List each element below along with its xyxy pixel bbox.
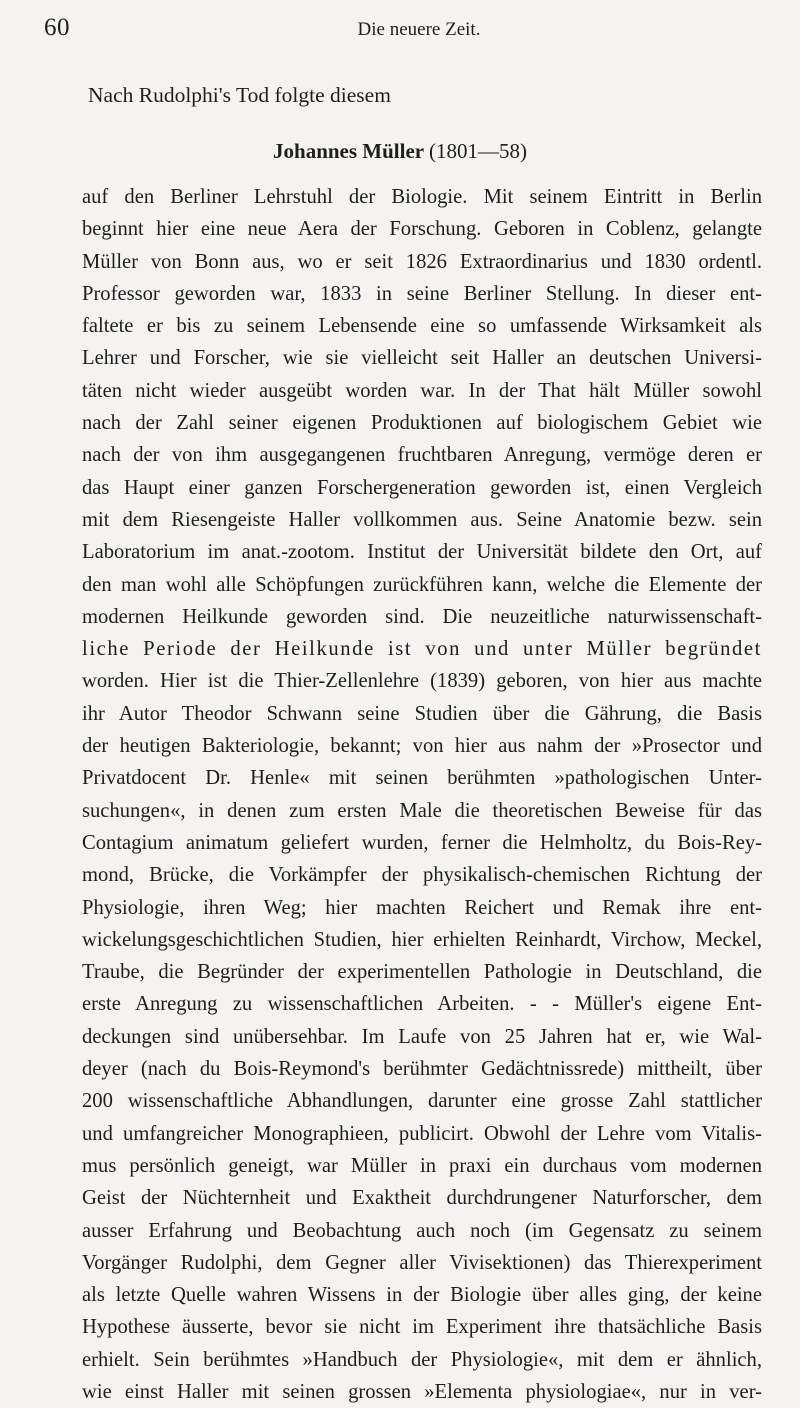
body-text: [82, 181, 762, 1408]
text-line: mit dem Riesengeiste Haller vollkommen aus. Seine Anatomie bezw. sein: [82, 508, 762, 531]
intro-line: Nach Rudolphi's Tod folgte diesem: [88, 83, 391, 107]
text-line: Laboratorium im anat.-zootom. Institut der Universität bildete den Ort, auf: [82, 541, 762, 564]
text-line: als letzte Quelle wahren Wissens in der Biologie über alles ging, der keine: [82, 1284, 762, 1307]
text-line: faltete er bis zu seinem Lebensende eine so umfassende Wirksamkeit als: [82, 315, 762, 338]
text-line: Professor geworden war, 1833 in seine Berliner Stellung. In dieser ent-: [82, 282, 762, 305]
heading-name: Johannes Müller: [273, 139, 424, 163]
text-line: wie einst Haller mit seinen grossen »Elementa physiologiae«, nur in ver-: [82, 1380, 762, 1403]
text-line: mond, Brücke, die Vorkämpfer der physikalisch-chemischen Richtung der: [82, 864, 762, 887]
running-head: Die neuere Zeit.: [357, 19, 481, 40]
text-line: beginnt hier eine neue Aera der Forschung. Geboren in Coblenz, gelangte: [82, 218, 762, 241]
heading-dates: (1801—58): [428, 139, 527, 163]
text-line: nach der von ihm ausgegangenen fruchtbaren Anregung, vermöge deren er: [82, 444, 762, 467]
text-line: täten nicht wieder ausgeübt worden war. In der That hält Müller sowohl: [82, 379, 762, 402]
text-line: ausser Erfahrung und Beobachtung auch noch (im Gegensatz zu seinem: [82, 1219, 762, 1242]
text-line: mus persönlich geneigt, war Müller in praxi ein durchaus vom modernen: [82, 1154, 762, 1177]
text-line: der heutigen Bakteriologie, bekannt; von hier aus nahm der »Prosector und: [82, 735, 762, 758]
text-line: Lehrer und Forscher, wie sie vielleicht seit Haller an deutschen Universi-: [82, 347, 762, 370]
text-line: nach der Zahl seiner eigenen Produktionen auf biologischem Gebiet wie: [82, 412, 762, 435]
text-line: modernen Heilkunde geworden sind. Die neuzeitliche naturwissenschaft-: [82, 605, 762, 628]
text-line: deckungen sind unübersehbar. Im Laufe von 25 Jahren hat er, wie Wal-: [82, 1025, 762, 1048]
text-line: erhielt. Sein berühmtes »Handbuch der Physiologie«, mit dem er ähnlich,: [82, 1348, 762, 1371]
text-line: Vorgänger Rudolphi, dem Gegner aller Vivisektionen) das Thierexperiment: [82, 1251, 762, 1274]
text-line: erste Anregung zu wissenschaftlichen Arbeiten. - - Müller's eigene Ent-: [82, 993, 762, 1016]
text-line: wickelungsgeschichtlichen Studien, hier erhielten Reinhardt, Virchow, Meckel,: [82, 928, 762, 951]
text-line: Privatdocent Dr. Henle« mit seinen berühmten »pathologischen Unter-: [82, 767, 762, 790]
text-line: Traube, die Begründer der experimentellen Pathologie in Deutschland, die: [82, 961, 762, 984]
text-line: auf den Berliner Lehrstuhl der Biologie. Mit seinem Eintritt in Berlin: [82, 186, 762, 208]
text-line: suchungen«, in denen zum ersten Male die theoretischen Beweise für das: [82, 799, 762, 822]
text-line: Physiologie, ihren Weg; hier machten Reichert und Remak ihre ent-: [82, 896, 762, 919]
text-line: den man wohl alle Schöpfungen zurückführen kann, welche die Elemente der: [82, 573, 762, 596]
text-line: das Haupt einer ganzen Forschergeneration geworden ist, einen Vergleich: [82, 476, 762, 499]
section-heading: [0, 139, 800, 164]
text-line: Geist der Nüchternheit und Exaktheit durchdrungener Naturforscher, dem: [82, 1187, 762, 1210]
text-line: Contagium animatum geliefert wurden, ferner die Helmholtz, du Bois-Rey-: [82, 831, 762, 854]
text-line: ihr Autor Theodor Schwann seine Studien über die Gährung, die Basis: [82, 702, 762, 725]
page-number: 60: [44, 14, 70, 41]
page-header: [44, 14, 764, 48]
text-line: Hypothese äusserte, bevor sie nicht im Experiment ihre thatsächliche Basis: [82, 1316, 762, 1339]
text-line: worden. Hier ist die Thier-Zellenlehre (1839) geboren, von hier aus machte: [82, 670, 762, 693]
text-line: und umfangreicher Monographieen, publicirt. Obwohl der Lehre vom Vitalis-: [82, 1122, 762, 1145]
text-line: Müller von Bonn aus, wo er seit 1826 Extraordinarius und 1830 ordentl.: [82, 250, 762, 273]
text-line: liche Periode der Heilkunde ist von und unter Müller begründet: [82, 638, 762, 661]
text-line: deyer (nach du Bois-Reymond's berühmter Gedächtnissrede) mittheilt, über: [82, 1058, 762, 1081]
text-line: 200 wissenschaftliche Abhandlungen, darunter eine grosse Zahl stattlicher: [82, 1090, 762, 1113]
